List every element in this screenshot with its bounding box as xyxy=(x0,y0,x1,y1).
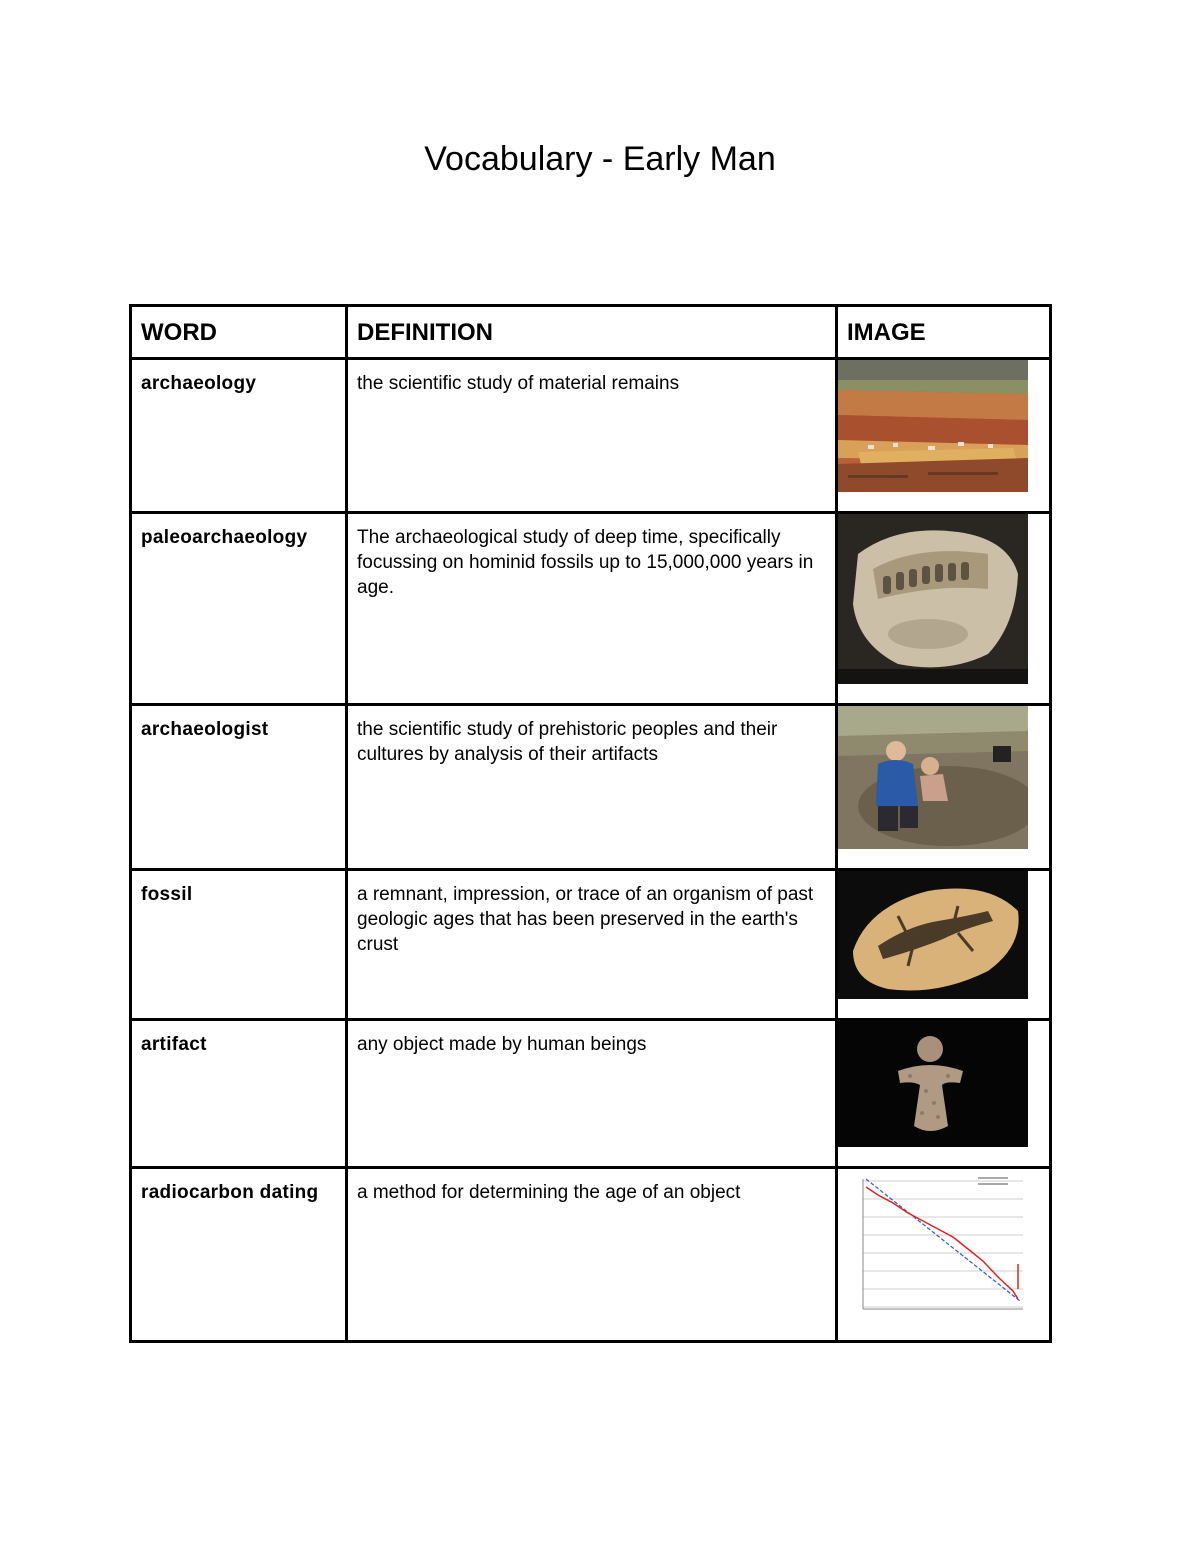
word-cell: artifact xyxy=(131,1020,347,1168)
table-row xyxy=(131,705,1051,870)
image-cell xyxy=(837,1020,1051,1168)
table-row xyxy=(131,513,1051,705)
clay-figurine-photo xyxy=(838,1021,1028,1147)
definition-cell: any object made by human beings xyxy=(347,1020,837,1168)
table-header-row xyxy=(131,306,1051,359)
excavation-site-photo xyxy=(838,360,1028,492)
radiocarbon-graph xyxy=(838,1169,1028,1321)
word-cell: paleoarchaeology xyxy=(131,513,347,705)
table-row xyxy=(131,1020,1051,1168)
image-cell xyxy=(837,870,1051,1020)
page-title: Vocabulary - Early Man xyxy=(424,140,776,178)
table-row xyxy=(131,359,1051,513)
image-cell xyxy=(837,513,1051,705)
definition-cell: The archaeological study of deep time, specifically focussing on hominid fossils up to 15,000,000 years in age. xyxy=(347,513,837,705)
archaeologists-digging-photo xyxy=(838,706,1028,849)
definition-cell: a method for determining the age of an object xyxy=(347,1168,837,1342)
header-word: WORD xyxy=(131,306,347,359)
word-cell: archaeology xyxy=(131,359,347,513)
table-row xyxy=(131,870,1051,1020)
vocabulary-table xyxy=(129,304,1052,1343)
word-cell: radiocarbon dating xyxy=(131,1168,347,1342)
table-row xyxy=(131,1168,1051,1342)
image-cell xyxy=(837,705,1051,870)
header-image: IMAGE xyxy=(837,306,1051,359)
definition-cell: a remnant, impression, or trace of an organism of past geologic ages that has been preserved in the earth's crust xyxy=(347,870,837,1020)
definition-cell: the scientific study of material remains xyxy=(347,359,837,513)
image-cell xyxy=(837,1168,1051,1342)
image-cell xyxy=(837,359,1051,513)
word-cell: fossil xyxy=(131,870,347,1020)
lizard-fossil-photo xyxy=(838,871,1028,999)
definition-cell: the scientific study of prehistoric peoples and their cultures by analysis of their artifacts xyxy=(347,705,837,870)
fossil-skull-photo xyxy=(838,514,1028,684)
word-cell: archaeologist xyxy=(131,705,347,870)
header-definition: DEFINITION xyxy=(347,306,837,359)
